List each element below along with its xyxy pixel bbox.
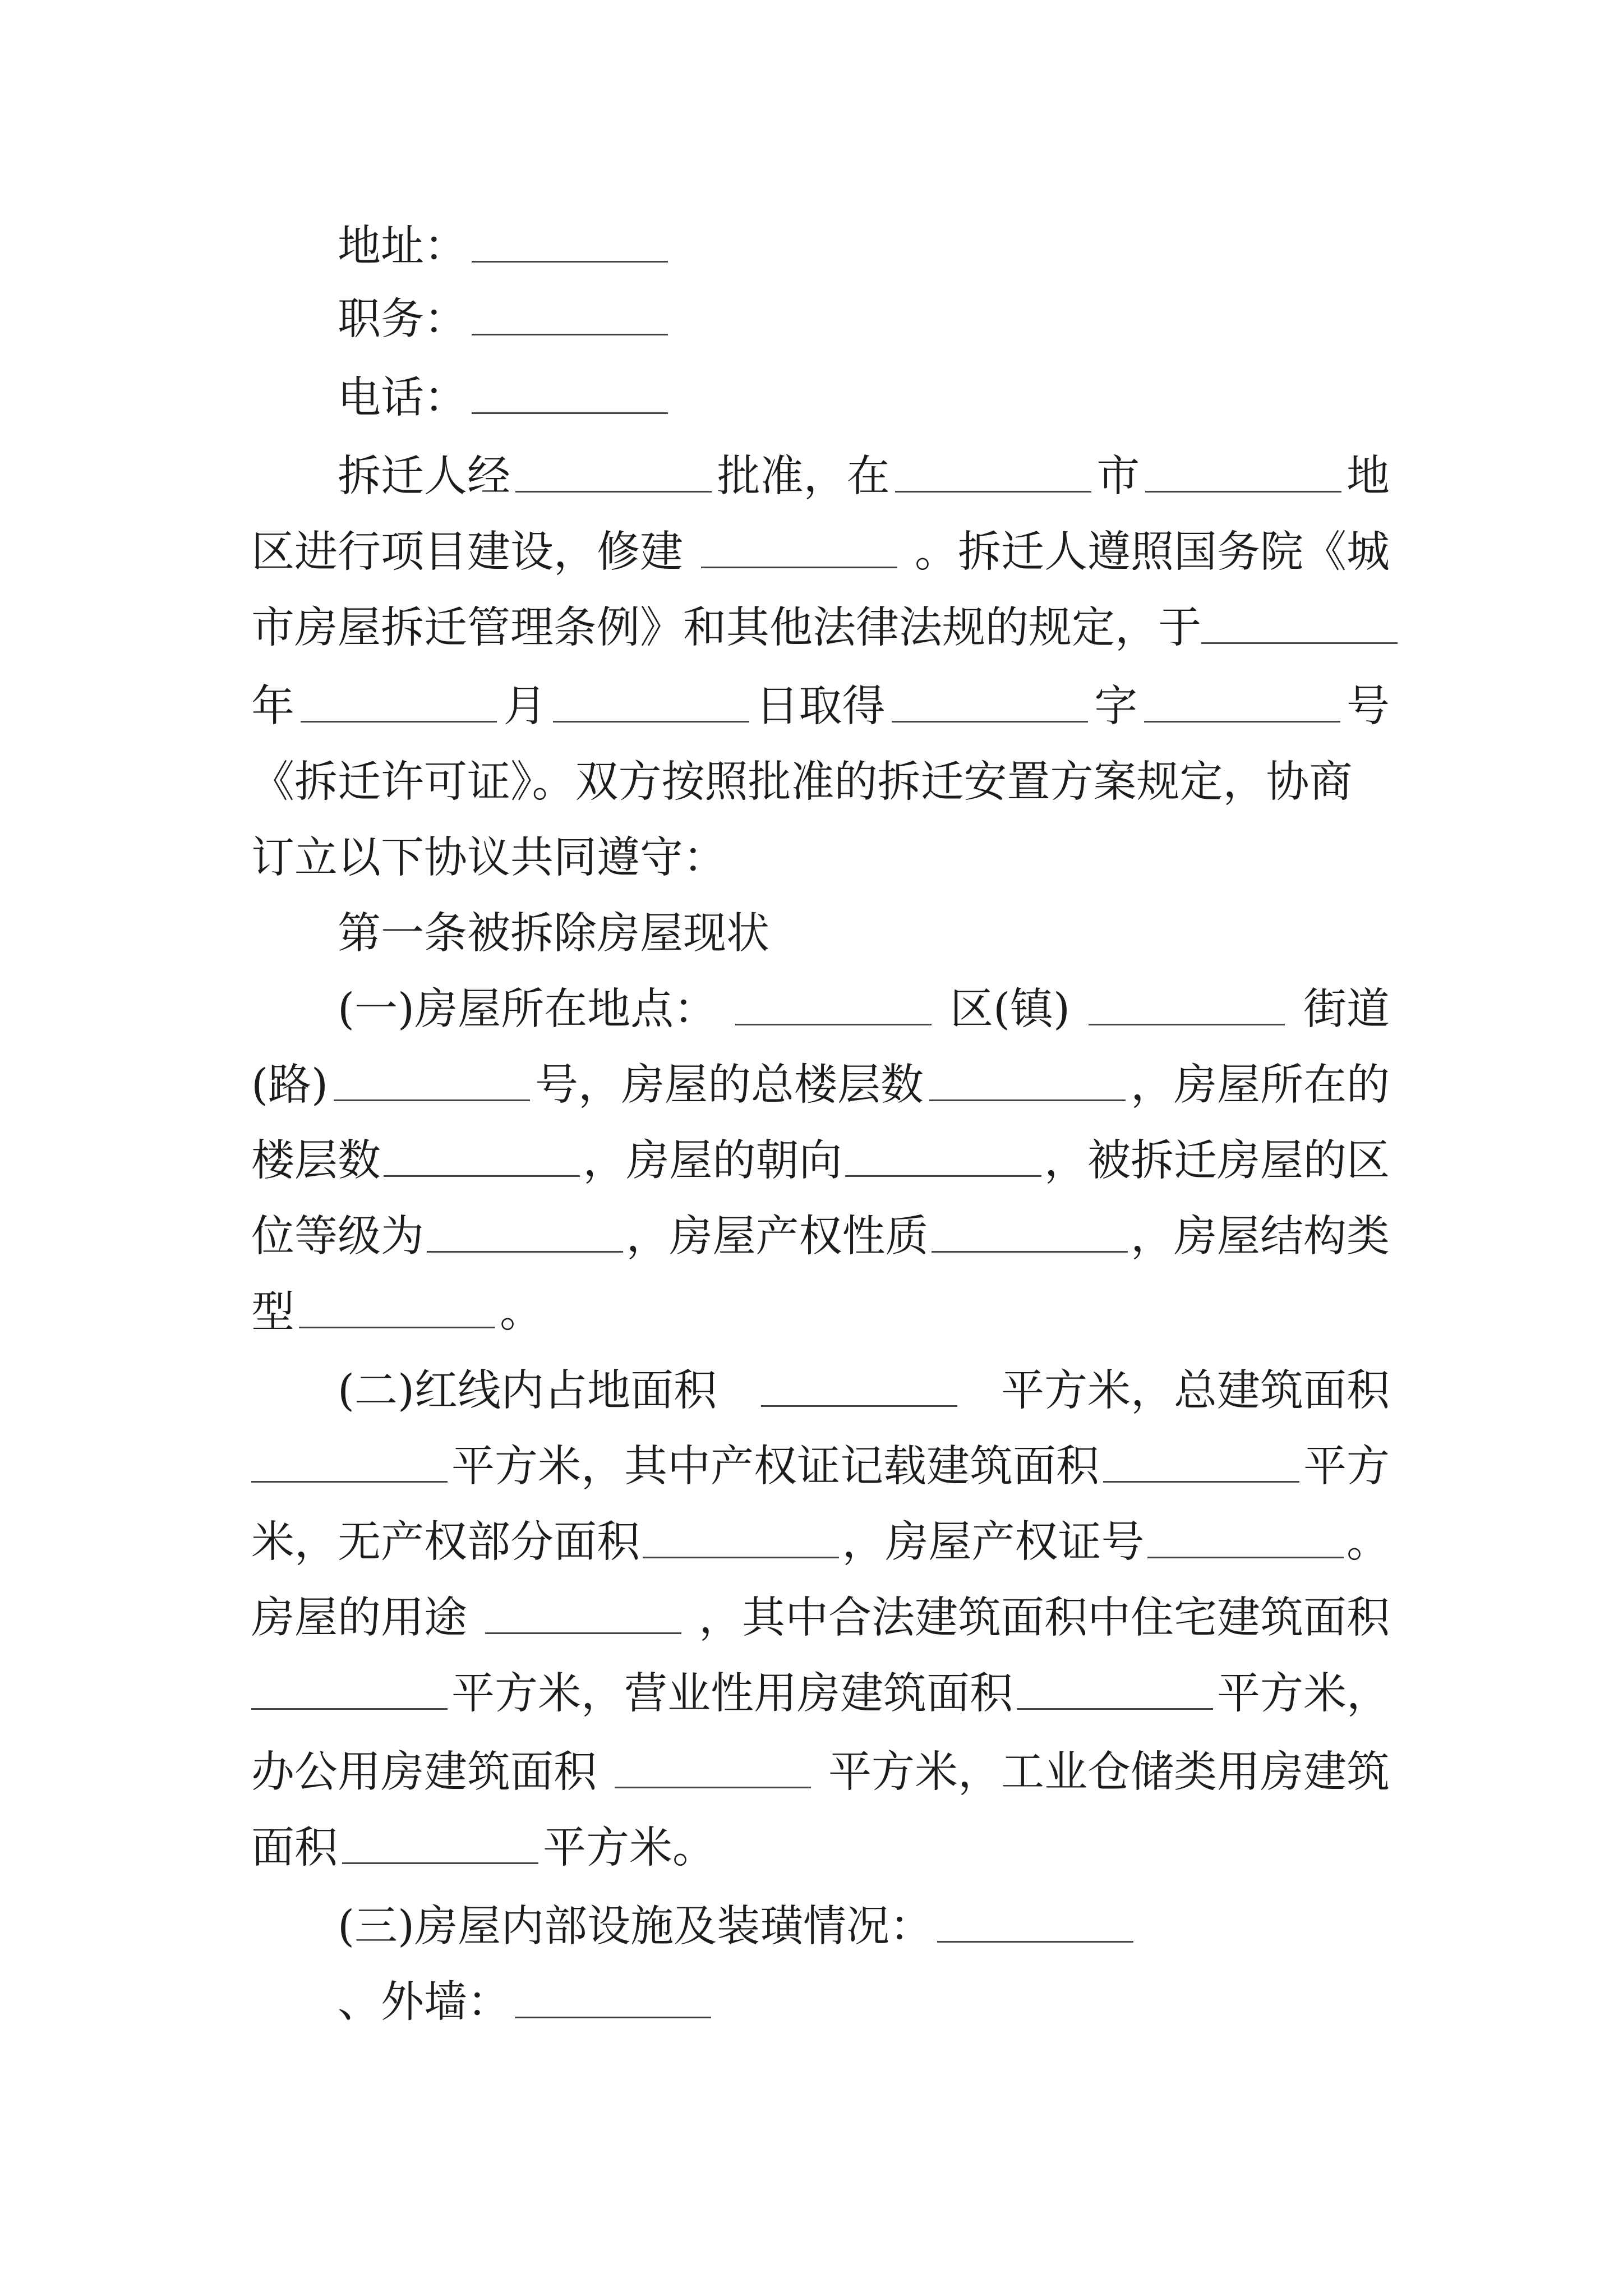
phone-label: 电话： [338, 373, 467, 423]
street-blank[interactable] [1089, 995, 1285, 1025]
item1-line-1 [251, 970, 1390, 1049]
office-area-blank[interactable] [615, 1757, 811, 1788]
intro-line-6 [251, 819, 1390, 898]
item3-line-2 [251, 1963, 1390, 2042]
total-area-blank[interactable] [251, 1452, 448, 1483]
build-blank[interactable] [701, 537, 897, 568]
commercial-area-blank[interactable] [1017, 1679, 1213, 1710]
item-text: ，房屋产权证号 [842, 1517, 1145, 1567]
item-text: (一)房屋所在地点： [338, 984, 717, 1034]
item1-line-4 [251, 1198, 1390, 1276]
approver-blank[interactable] [515, 462, 712, 493]
usage-blank[interactable] [485, 1603, 681, 1634]
item2-line-3 [251, 1503, 1390, 1582]
position-blank[interactable] [472, 305, 668, 335]
address-line [251, 208, 1390, 286]
permit-number-blank[interactable] [1144, 692, 1340, 723]
item-text: 号，房屋的总楼层数 [535, 1060, 924, 1110]
item-text: 平方米， [1217, 1669, 1390, 1719]
intro-line-1 [251, 438, 1390, 516]
item2-line-4 [251, 1579, 1390, 1658]
item-text: ，房屋结构类 [1131, 1212, 1390, 1262]
intro-line-4 [251, 668, 1390, 746]
location-blank[interactable] [735, 995, 932, 1025]
intro-text: 拆迁人经 [338, 452, 510, 501]
intro-text: 批准，在 [717, 452, 890, 501]
article-1-title [251, 895, 1390, 973]
address-label: 地址： [338, 222, 467, 272]
item3-line-1 [251, 1888, 1390, 1966]
item-text: 米，无产权部分面积 [251, 1517, 640, 1567]
intro-text: 号 [1347, 682, 1390, 731]
item-text: ，房屋的朝向 [583, 1136, 842, 1186]
item2-line-5 [251, 1655, 1390, 1733]
item1-line-5 [251, 1273, 1390, 1352]
item-text: 位等级为 [251, 1212, 424, 1262]
intro-text: 市 [1096, 452, 1140, 501]
item-text: 。 [1347, 1517, 1390, 1567]
city-blank[interactable] [895, 462, 1091, 493]
item-text: 平方米。 [543, 1823, 716, 1873]
item-text: 楼层数 [251, 1136, 381, 1186]
phone-blank[interactable] [472, 383, 668, 414]
article-title-text: 第一条被拆除房屋现状 [338, 909, 769, 959]
intro-text: 。拆迁人遵照国务院《城 [915, 527, 1390, 577]
item-text: ，房屋产权性质 [626, 1212, 929, 1262]
item2-line-2 [251, 1428, 1390, 1506]
item-text: 面积 [251, 1823, 338, 1873]
item-text: 房屋的用途 [251, 1593, 467, 1643]
intro-text: 地 [1346, 452, 1390, 501]
item-text: (路) [251, 1060, 329, 1110]
industrial-area-blank[interactable] [342, 1833, 538, 1864]
intro-text: 年 [251, 682, 294, 731]
item-text: 平方米，总建筑面积 [1001, 1366, 1390, 1416]
structure-type-blank[interactable] [299, 1297, 495, 1328]
month-blank[interactable] [301, 692, 497, 723]
position-line [251, 280, 1390, 359]
item-text: 区(镇) [950, 984, 1071, 1034]
house-number-blank[interactable] [334, 1070, 530, 1101]
item2-line-6 [251, 1733, 1390, 1812]
item-text: 平方米，营业性用房建筑面积 [451, 1669, 1013, 1719]
facilities-blank[interactable] [937, 1912, 1133, 1943]
item-text: 、外墙： [338, 1977, 510, 2027]
item1-line-3 [251, 1122, 1390, 1200]
land-area-blank[interactable] [761, 1376, 957, 1407]
item-text: 办公用房建筑面积 [251, 1747, 597, 1797]
item-text: ，被拆迁房屋的区 [1044, 1136, 1390, 1186]
item2-line-7 [251, 1809, 1390, 1888]
item1-line-2 [251, 1046, 1390, 1125]
day-blank[interactable] [553, 692, 749, 723]
residential-area-blank[interactable] [251, 1679, 448, 1710]
area-blank[interactable] [1145, 462, 1341, 493]
phone-line [251, 359, 1390, 438]
intro-text: 区进行项目建设，修建 [251, 527, 683, 577]
intro-text: 市房屋拆迁管理条例》和其他法律法规的规定，于 [251, 603, 1201, 653]
item2-line-1 [251, 1352, 1390, 1430]
intro-text: 《拆迁许可证》。双方按照批准的拆迁安置方案规定，协商 [251, 757, 1353, 807]
intro-line-5 [251, 743, 1390, 822]
address-blank[interactable] [472, 232, 668, 263]
intro-text: 月 [503, 682, 547, 731]
item-text: 平方米，工业仓储类用房建筑 [828, 1747, 1390, 1797]
item-text: 型 [251, 1287, 294, 1337]
intro-text: 订立以下协议共同遵守： [251, 833, 726, 883]
intro-line-3 [251, 589, 1390, 668]
permit-prefix-blank[interactable] [892, 692, 1088, 723]
total-floors-blank[interactable] [929, 1070, 1126, 1101]
floor-blank[interactable] [384, 1146, 580, 1177]
item-text: ，其中合法建筑面积中住宅建筑面积 [699, 1593, 1390, 1643]
year-blank[interactable] [1201, 613, 1398, 644]
exterior-wall-blank[interactable] [515, 1987, 711, 2018]
grade-blank[interactable] [427, 1222, 623, 1253]
intro-text: 日取得 [755, 682, 886, 731]
item-text: (三)房屋内部设施及装璜情况： [338, 1902, 933, 1952]
uncertified-area-blank[interactable] [643, 1527, 839, 1558]
item-text: 。 [500, 1287, 543, 1337]
item-text: 平方米，其中产权证记载建筑面积 [451, 1442, 1099, 1492]
property-nature-blank[interactable] [932, 1222, 1128, 1253]
intro-text: 字 [1094, 682, 1138, 731]
orientation-blank[interactable] [845, 1146, 1041, 1177]
certified-area-blank[interactable] [1103, 1452, 1299, 1483]
item-text: 街道 [1303, 984, 1390, 1034]
item-text: 平方 [1303, 1442, 1390, 1492]
item-text: (二)红线内占地面积 [338, 1366, 717, 1416]
certificate-number-blank[interactable] [1147, 1527, 1344, 1558]
position-label: 职务： [338, 295, 467, 344]
intro-line-2 [251, 513, 1390, 592]
item-text: ，房屋所在的 [1130, 1060, 1390, 1110]
